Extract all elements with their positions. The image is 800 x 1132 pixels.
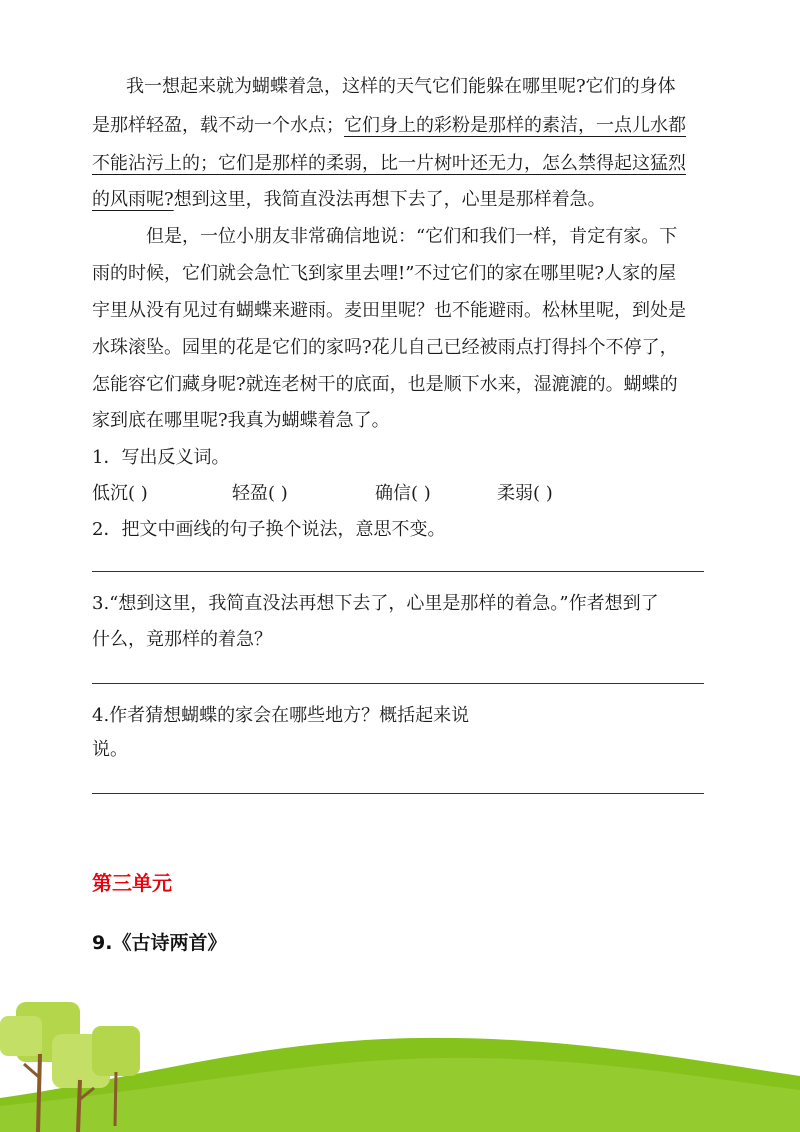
passage-line: 但是，一位小朋友非常确信地说：“它们和我们一样，肯定有家。下 [146,226,678,247]
passage-line [92,188,606,212]
answer-line[interactable] [92,683,704,684]
passage-line: 雨的时候，它们就会急忙飞到家里去哩!”不过它们的家在哪里呢?人家的屋 [92,263,677,284]
passage-line: 家到底在哪里呢?我真为蝴蝶着急了。 [92,410,390,431]
underlined-sentence: 不能沾污上的；它们是那样的柔弱，比一片树叶还无力，怎么禁得起这猛烈 [92,153,686,174]
lesson-heading: 9.《古诗两首》 [92,932,227,954]
passage-line: 我一想起来就为蝴蝶着急，这样的天气它们能躲在哪里呢?它们的身体 [126,76,676,97]
unit-heading: 第三单元 [92,871,172,895]
question-4-cont: 说。 [92,739,128,760]
underlined-sentence: 的风雨呢? [92,189,174,210]
passage-text: 是那样轻盈，载不动一个水点； [92,115,344,136]
passage-line: 怎能容它们藏身呢?就连老树干的底面，也是顺下水来，湿漉漉的。蝴蝶的 [92,374,678,395]
question-3: 3.“想到这里，我简直没法再想下去了，心里是那样的着急。”作者想到了 [92,593,659,614]
question-2: 2．把文中画线的句子换个说法，意思不变。 [92,519,446,540]
antonym-row [92,482,612,506]
question-3-cont: 什么，竟那样的着急？ [92,629,272,650]
question-4: 4.作者猜想蝴蝶的家会在哪些地方？概括起来说 [92,705,470,726]
underlined-sentence: 它们身上的彩粉是那样的素洁，一点儿水都 [344,115,686,136]
passage-line [92,114,686,138]
answer-line[interactable] [92,571,704,572]
question-1: 1．写出反义词。 [92,447,230,468]
antonym-blank[interactable]: 低沉( ) [92,483,148,504]
tree-grass-illustration [0,980,800,1132]
antonym-blank[interactable]: 确信( ) [375,483,431,504]
answer-line[interactable] [92,793,704,794]
passage-text: 想到这里，我简直没法再想下去了，心里是那样着急。 [173,189,606,210]
passage-line: 宇里从没有见过有蝴蝶来避雨。麦田里呢？也不能避雨。松林里呢，到处是 [92,300,686,321]
passage-line: 水珠滚坠。园里的花是它们的家吗?花儿自己已经被雨点打得抖个不停了， [92,337,678,358]
antonym-blank[interactable]: 柔弱( ) [497,483,553,504]
antonym-blank[interactable]: 轻盈( ) [232,483,288,504]
